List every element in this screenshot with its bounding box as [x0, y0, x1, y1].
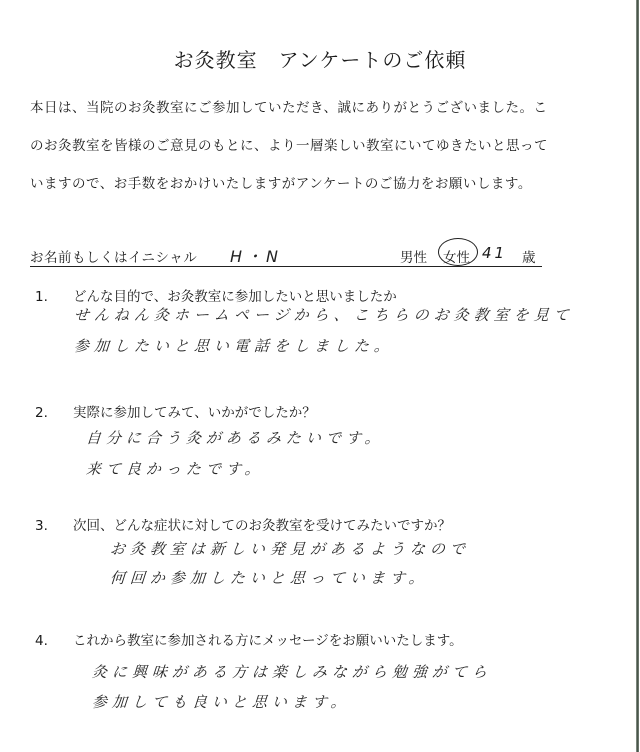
answer-2-line-1[interactable]: 自分に合う灸があるみたいです。 — [85, 429, 386, 447]
document-title: お灸教室 アンケートのご依頼 — [173, 48, 467, 72]
name-field[interactable]: H・N — [230, 247, 283, 266]
question-2 — [35, 401, 316, 421]
respondent-info-row — [30, 244, 542, 267]
answer-1-line-1[interactable]: せんねん灸ホームページから、こちらのお灸教室を見て — [73, 306, 575, 324]
question-number: 3. — [35, 518, 48, 534]
gender-option-male[interactable]: 男性 — [400, 250, 427, 266]
answer-1-line-2[interactable]: 参加したいと思い電話をしました。 — [73, 337, 395, 355]
intro-line-2: のお灸教室を皆様のご意見のもとに、より一層楽しい教室にいてゆきたいと思って — [30, 138, 548, 154]
question-text: これから教室に参加される方にメッセージをお願いいたします。 — [73, 633, 463, 649]
question-number: 2. — [35, 405, 48, 421]
question-1 — [35, 285, 397, 305]
selection-circle-icon — [438, 238, 478, 266]
age-unit-label: 歳 — [522, 250, 536, 266]
name-label: お名前もしくはイニシャル — [30, 250, 198, 266]
intro-line-3: いますので、お手数をおかけいたしますがアンケートのご協力をお願いします。 — [30, 176, 532, 192]
scan-edge-border — [636, 0, 639, 752]
question-text: 次回、どんな症状に対してのお灸教室を受けてみたいですか？ — [73, 518, 451, 534]
answer-4-line-1[interactable]: 灸に興味がある方は楽しみながら勉強がてら — [91, 663, 493, 681]
answer-2-line-2[interactable]: 来て良かったです。 — [85, 460, 266, 478]
gender-female-label: 女性 — [443, 250, 470, 266]
answer-4-line-2[interactable]: 参加しても良いと思います。 — [91, 693, 352, 711]
answer-3-line-1[interactable]: お灸教室は新しい発見があるようなので — [109, 540, 471, 558]
answer-3-line-2[interactable]: 何回か参加したいと思っています。 — [109, 569, 430, 587]
question-3 — [35, 514, 451, 534]
question-text: どんな目的で、お灸教室に参加したいと思いましたか — [73, 289, 397, 305]
question-number: 1. — [35, 289, 48, 305]
gender-option-female-selected[interactable] — [443, 246, 470, 266]
age-field[interactable]: 41 — [482, 244, 508, 262]
intro-line-1: 本日は、当院のお灸教室にご参加していただき、誠にありがとうございました。こ — [30, 100, 548, 116]
question-text: 実際に参加してみて、いかがでしたか？ — [73, 405, 316, 421]
question-number: 4. — [35, 633, 48, 649]
question-4 — [35, 629, 463, 649]
